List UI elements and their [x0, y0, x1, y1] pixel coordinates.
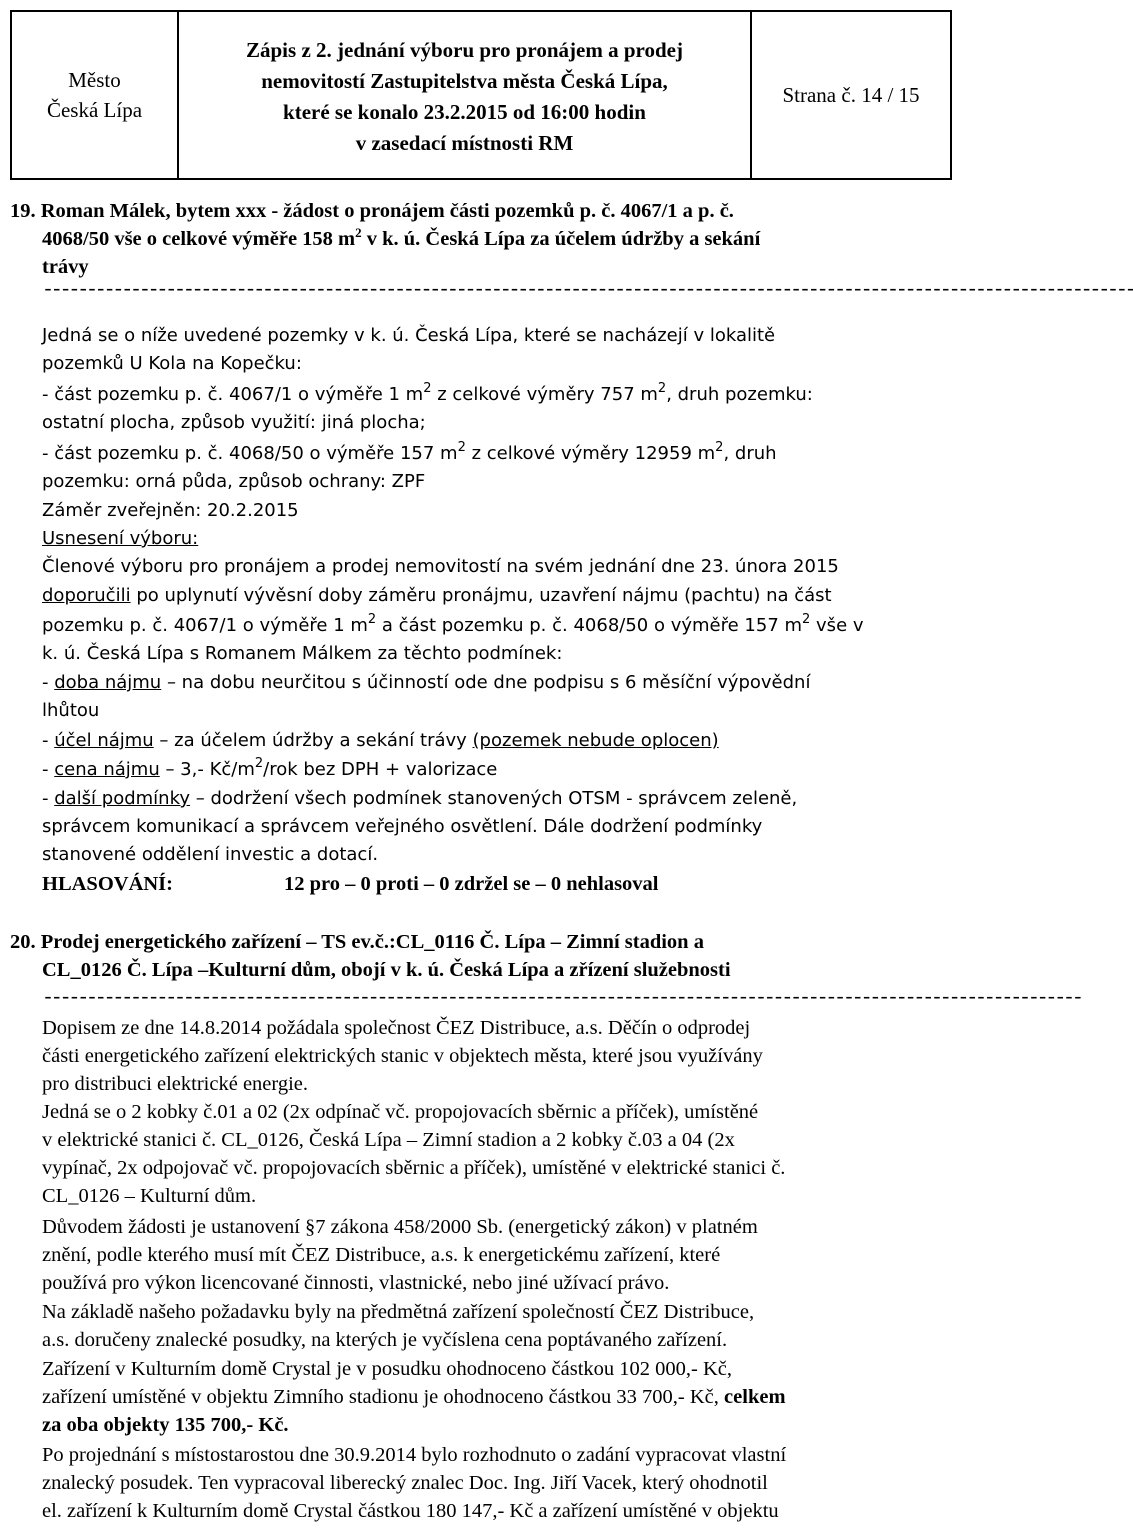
header-title: [179, 12, 752, 178]
divider: ----------------------------------------------------------------------------------------------------------------------------: [42, 279, 1133, 302]
header-city-line1: Město: [68, 68, 121, 92]
body-line: vypínač, 2x odpojovač vč. propojovacích sběrnic a příček), umístěné v elektrické stanici č.: [42, 1157, 786, 1179]
item-19-title-line: 19. Roman Málek, bytem xxx - žádost o pronájem části pozemků p. č. 4067/1 a p. č.: [10, 200, 734, 222]
header-title-line: které se konalo 23.2.2015 od 16:00 hodin: [283, 100, 646, 124]
item-20-title-line: 20. Prodej energetického zařízení – TS ev.č.:CL_0116 Č. Lípa – Zimní stadion a: [10, 931, 704, 953]
body-line: pozemku p. č. 4067/1 o výměře 1 $m^2$ a část pozemku p. č. 4068/50 o výměře 157 $m^2$ vše v: [42, 612, 864, 636]
condition-line: - doba nájmu – na dobu neurčitou s účinností ode dne podpisu s 6 měsíční výpovědní: [42, 672, 811, 693]
header-page-number: Strana č. 14 / 15: [782, 82, 920, 107]
body-line: zařízení umístěné v objektu Zimního stadionu je ohodnoceno částkou 33 700,- Kč, celkem: [42, 1386, 786, 1408]
body-line: a.s. doručeny znalecké posudky, na kterých je vyčíslena cena poptávaného zařízení.: [42, 1329, 728, 1351]
body-line: části energetického zařízení elektrických stanic v objektech města, které jsou využívány: [42, 1045, 763, 1067]
condition-line: správcem komunikací a správcem veřejného osvětlení. Dále dodržení podmínky: [42, 816, 763, 837]
condition-line: - účel nájmu – za účelem údržby a sekání trávy (pozemek nebude oplocen): [42, 730, 719, 751]
body-line: Po projednání s místostarostou dne 30.9.2014 bylo rozhodnuto o zadání vypracovat vlastní: [42, 1444, 787, 1466]
vote-result: 12 pro – 0 proti – 0 zdržel se – 0 nehlasoval: [284, 873, 659, 895]
condition-line: - další podmínky – dodržení všech podmínek stanovených OTSM - správcem zeleně,: [42, 788, 798, 809]
body-line: pro distribuci elektrické energie.: [42, 1073, 309, 1095]
body-line: Dopisem ze dne 14.8.2014 požádala společnost ČEZ Distribuce, a.s. Děčín o odprodej: [42, 1017, 751, 1039]
condition-line: - cena nájmu – 3,- $Kč/m^2$/rok bez DPH + valorizace: [42, 756, 498, 780]
body-line: Zařízení v Kulturním domě Crystal je v posudku ohodnoceno částkou 102 000,- Kč,: [42, 1358, 733, 1380]
body-line: ostatní plocha, způsob využití: jiná plocha;: [42, 412, 426, 433]
body-line: Jedná se o 2 kobky č.01 a 02 (2x odpínač vč. propojovacích sběrnic a příček), umístěné: [42, 1101, 759, 1123]
document-header: [10, 10, 952, 180]
header-title-line: Zápis z 2. jednání výboru pro pronájem a prodej: [246, 38, 683, 62]
body-line: znění, podle kterého musí mít ČEZ Distribuce, a.s. k energetickému zařízení, které: [42, 1244, 721, 1266]
body-line: k. ú. Česká Lípa s Romanem Málkem za těchto podmínek:: [42, 643, 563, 664]
header-title-line: nemovitostí Zastupitelstva města Česká Lípa,: [261, 69, 668, 93]
publication-date: Záměr zveřejněn: 20.2.2015: [42, 500, 299, 521]
body-line: Členové výboru pro pronájem a prodej nemovitostí na svém jednání dne 23. února 2015: [42, 556, 839, 577]
body-line: používá pro výkon licencované činnosti, vlastnické, nebo jiné užívací právo.: [42, 1272, 670, 1294]
body-line: znalecký posudek. Ten vypracoval liberecký znalec Doc. Ing. Jiří Vacek, který ohodnotil: [42, 1472, 768, 1494]
item-19-title-line: 4068/50 vše o celkové výměře 158 $m^2$ v k. ú. Česká Lípa za účelem údržby a sekání: [42, 225, 761, 250]
body-line: pozemku: orná půda, způsob ochrany: ZPF: [42, 471, 426, 492]
body-line: Na základě našeho požadavku byly na předmětná zařízení společností ČEZ Distribuce,: [42, 1301, 755, 1323]
body-line: v elektrické stanici č. CL_0126, Česká Lípa – Zimní stadion a 2 kobky č.03 a 04 (2x: [42, 1129, 735, 1151]
divider: ----------------------------------------------------------------------------------------------------------------------: [42, 987, 1081, 1010]
condition-line: lhůtou: [42, 700, 100, 721]
body-line: el. zařízení k Kulturním domě Crystal částkou 180 147,- Kč a zařízení umístěné v objektu: [42, 1500, 779, 1522]
body-line: za oba objekty 135 700,- Kč.: [42, 1414, 289, 1436]
condition-line: stanovené oddělení investic a dotací.: [42, 844, 379, 865]
header-city: [12, 12, 179, 178]
resolution-label: Usnesení výboru:: [42, 528, 199, 549]
body-line: pozemků U Kola na Kopečku:: [42, 353, 302, 374]
body-line: doporučili po uplynutí vývěsní doby záměru pronájmu, uzavření nájmu (pachtu) na část: [42, 585, 832, 606]
item-19-title-line: trávy: [42, 256, 89, 278]
body-line: Důvodem žádosti je ustanovení §7 zákona 458/2000 Sb. (energetický zákon) v platném: [42, 1216, 758, 1238]
body-line: Jedná se o níže uvedené pozemky v k. ú. Česká Lípa, které se nacházejí v lokalitě: [42, 325, 776, 346]
body-line: CL_0126 – Kulturní dům.: [42, 1185, 257, 1207]
header-city-line2: Česká Lípa: [46, 98, 143, 122]
body-line: - část pozemku p. č. 4068/50 o výměře 157 $m^2$ z celkové výměry 12959 $m^2$, druh: [42, 440, 777, 464]
header-title-line: v zasedací místnosti RM: [355, 131, 574, 155]
item-20-title-line: CL_0126 Č. Lípa –Kulturní dům, obojí v k. ú. Česká Lípa a zřízení služebnosti: [42, 959, 731, 981]
body-line: - část pozemku p. č. 4067/1 o výměře 1 $m^2$ z celkové výměry 757 $m^2$, druh pozemku:: [42, 381, 813, 405]
vote-label: HLASOVÁNÍ:: [42, 873, 173, 895]
